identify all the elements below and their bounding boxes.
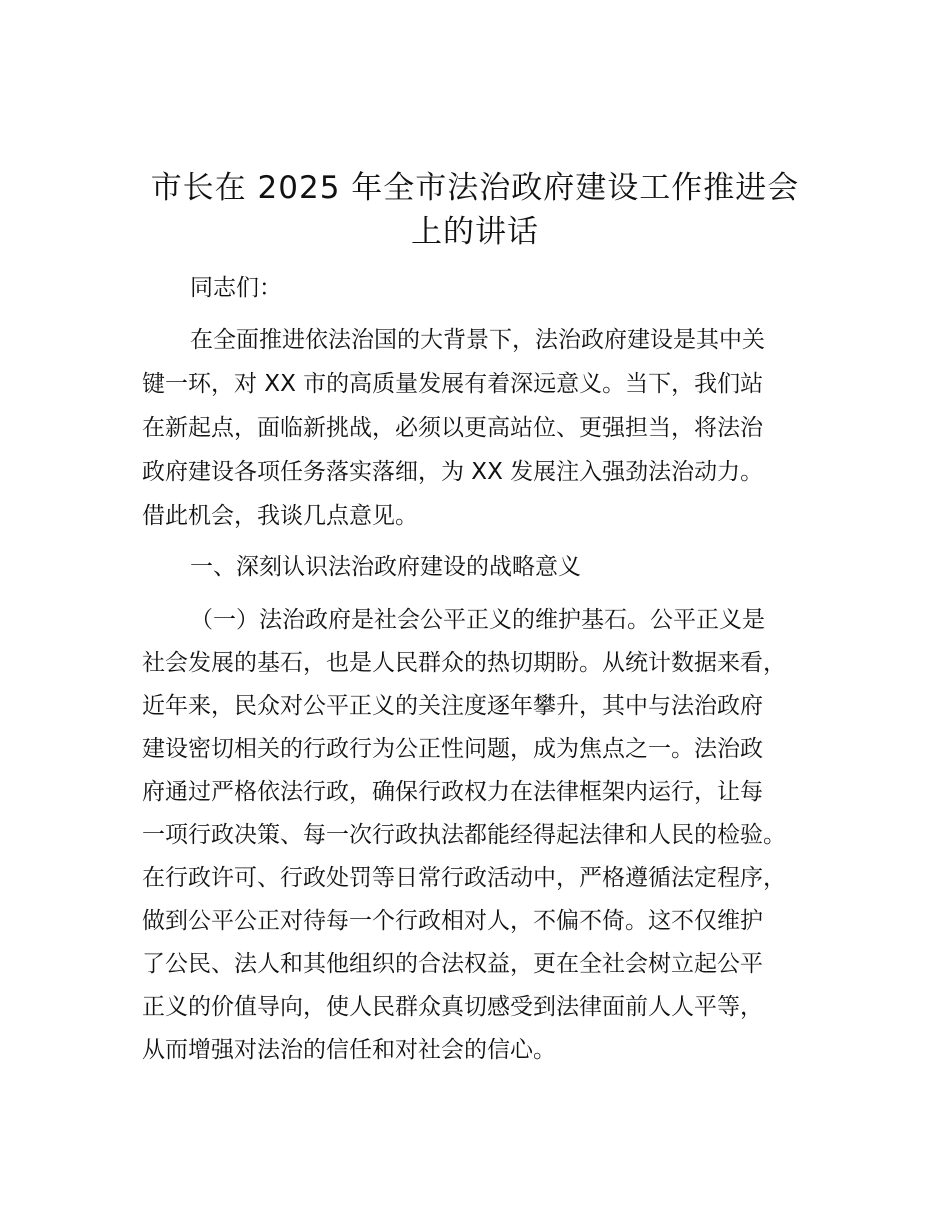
subsection-line-3: 近年来，民众对公平正义的关注度逐年攀升，其中与法治政府: [142, 693, 763, 719]
subsection-line-5: 府通过严格依法行政，确保行政权力在法律框架内运行，让每: [142, 779, 763, 805]
intro-line-1: 在全面推进依法治国的大背景下，法治政府建设是其中关: [190, 327, 765, 353]
subsection-line-1: （一）法治政府是社会公平正义的维护基石。公平正义是: [190, 607, 765, 633]
intro-line-3: 在新起点，面临新挑战，必须以更高站位、更强担当，将法治: [142, 415, 763, 441]
title-line-1: 市长在 2025 年全市法治政府建设工作推进会: [150, 170, 800, 206]
subsection-line-11: 从而增强对法治的信任和对社会的信心。: [142, 1037, 556, 1063]
subsection-line-8: 做到公平公正对待每一个行政相对人，不偏不倚。这不仅维护: [142, 908, 763, 934]
document-title: [120, 166, 830, 254]
subsection-line-10: 正义的价值导向，使人民群众真切感受到法律面前人人平等，: [142, 994, 763, 1020]
title-line-2: 上的讲话: [411, 214, 539, 250]
intro-line-4: 政府建设各项任务落实落细，为 XX 发展注入强劲法治动力。: [142, 459, 764, 485]
intro-line-5: 借此机会，我谈几点意见。: [142, 503, 418, 529]
subsection-line-6: 一项行政决策、每一次行政执法都能经得起法律和人民的检验。: [142, 822, 786, 848]
subsection-line-7: 在行政许可、行政处罚等日常行政活动中，严格遵循法定程序，: [142, 865, 786, 891]
subsection-line-4: 建设密切相关的行政行为公正性问题，成为焦点之一。法治政: [142, 736, 763, 762]
subsection-line-2: 社会发展的基石，也是人民群众的热切期盼。从统计数据来看，: [142, 650, 786, 676]
intro-line-2: 键一环，对 XX 市的高质量发展有着深远意义。当下，我们站: [142, 371, 764, 397]
greeting: 同志们：: [190, 275, 282, 301]
subsection-line-9: 了公民、法人和其他组织的合法权益，更在全社会树立起公平: [142, 951, 763, 977]
section-heading: 一、深刻认识法治政府建设的战略意义: [190, 554, 581, 580]
